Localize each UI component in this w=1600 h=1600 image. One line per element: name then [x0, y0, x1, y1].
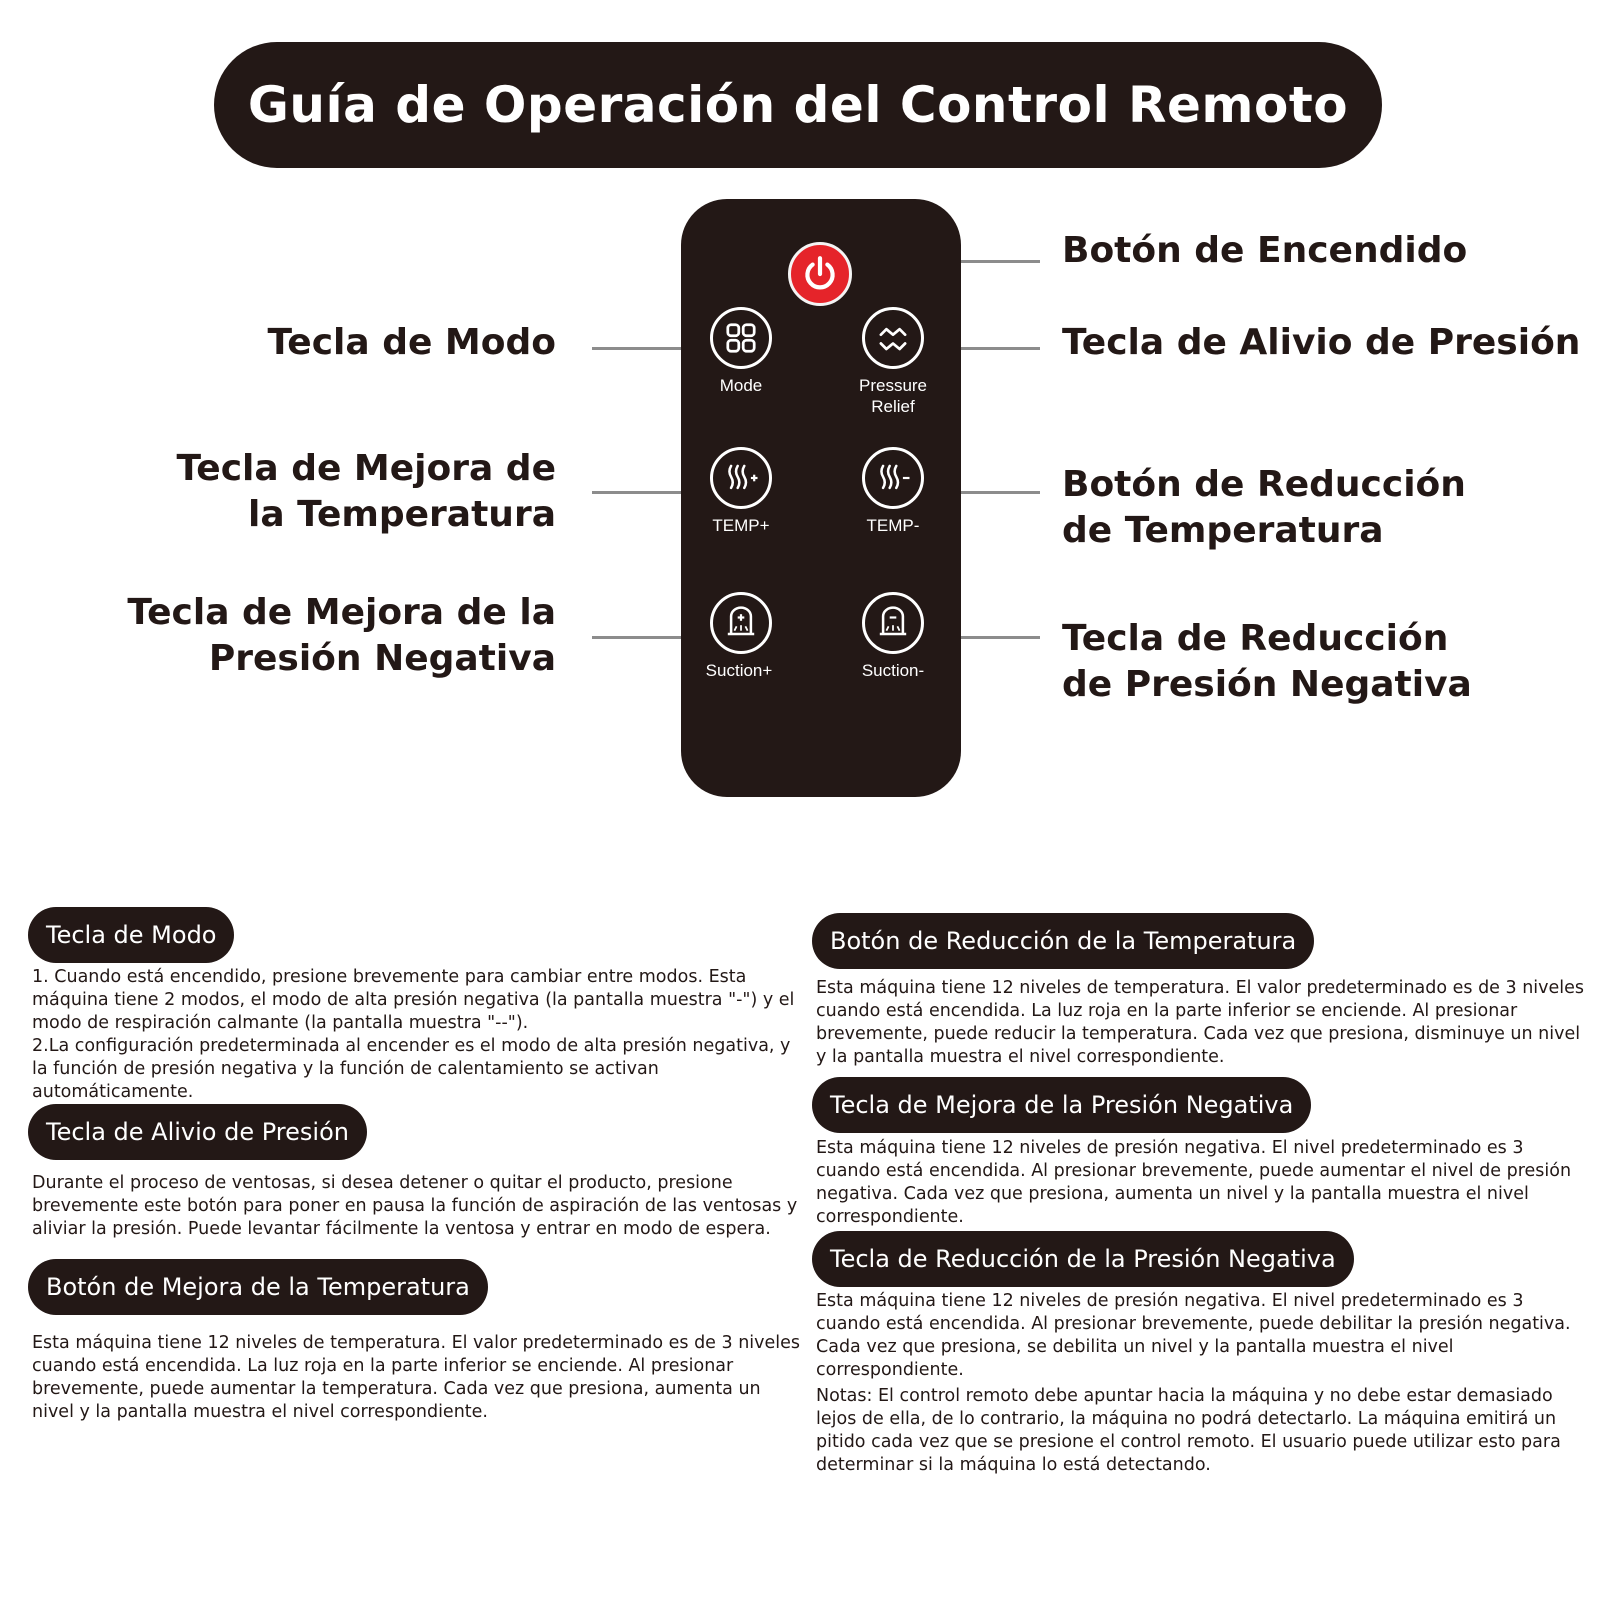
grid-icon — [719, 316, 763, 360]
section-body-suction-up: Esta máquina tiene 12 niveles de presión negativa. El nivel predeterminado es 3 cuando está encendida. Al presionar brevemente, puede aumentar el nivel de presión negativa. Cada vez que presiona, aumenta un nivel y la pantalla muestra el nivel correspondiente. — [816, 1138, 1572, 1227]
heat-minus-icon — [871, 456, 915, 500]
section-title-pressure-relief: Tecla de Alivio de Presión — [28, 1104, 367, 1160]
temp-down-label: TEMP- — [866, 516, 920, 535]
suction-up-label: Suction+ — [705, 661, 773, 680]
mode-button-label: Mode — [719, 376, 763, 395]
callout-suction-up — [40, 590, 556, 682]
section-body-mode-line1: 1. Cuando está encendido, presione brevemente para cambiar entre modos. Esta máquina tiene 2 modos, el modo de alta presión negativa (la pantalla muestra "-") y el modo de respiración calmante (la pantalla muestra "--"). — [32, 967, 795, 1033]
callout-temp-down-line2: de Temperatura — [1062, 510, 1384, 551]
section-body-pressure-relief: Durante el proceso de ventosas, si desea detener o quitar el producto, presione brevemente este botón para poner en pausa la función de aspiración de las ventosas y aliviar la presión. Puede levantar fácilmente la ventosa y entrar en modo de espera. — [32, 1173, 798, 1239]
callout-suction-down — [1062, 616, 1582, 708]
section-title-suction-up: Tecla de Mejora de la Presión Negativa — [812, 1077, 1311, 1133]
temp-up-label: TEMP+ — [712, 516, 770, 535]
section-body-mode-line2: 2.La configuración predeterminada al encender es el modo de alta presión negativa, y la función de presión negativa y la función de calentamiento se activan automáticamente. — [32, 1036, 791, 1102]
temp-down-button[interactable] — [862, 447, 924, 509]
callout-power: Botón de Encendido — [1062, 230, 1468, 271]
callout-suction-up-line2: Presión Negativa — [208, 638, 556, 679]
callout-temp-down — [1062, 462, 1582, 554]
section-title-temp-down: Botón de Reducción de la Temperatura — [812, 913, 1314, 969]
power-icon — [799, 253, 841, 295]
cup-minus-icon — [871, 601, 915, 645]
section-title-suction-down: Tecla de Reducción de la Presión Negativa — [812, 1231, 1354, 1287]
wave-icon — [871, 316, 915, 360]
pressure-relief-button[interactable] — [862, 307, 924, 369]
suction-down-button[interactable] — [862, 592, 924, 654]
section-body-mode — [32, 966, 802, 1104]
section-title-temp-up: Botón de Mejora de la Temperatura — [28, 1259, 488, 1315]
power-button[interactable] — [788, 242, 852, 306]
callout-temp-up-line1: Tecla de Mejora de — [176, 448, 556, 489]
mode-button[interactable] — [710, 307, 772, 369]
section-body-temp-up: Esta máquina tiene 12 niveles de temperatura. El valor predeterminado es de 3 niveles cuando está encendida. La luz roja en la parte inferior se enciende. Al presionar brevemente, puede aumentar la temperatura. Cada vez que presiona, aumenta un nivel y la pantalla muestra el nivel correspondiente. — [32, 1333, 801, 1422]
pressure-relief-label-line1: Pressure — [858, 376, 928, 395]
callout-temp-down-line1: Botón de Reducción — [1062, 464, 1466, 505]
callout-suction-up-line1: Tecla de Mejora de la — [127, 592, 556, 633]
suction-up-button[interactable] — [710, 592, 772, 654]
temp-up-button[interactable] — [710, 447, 772, 509]
section-notes: Notas: El control remoto debe apuntar hacia la máquina y no debe estar demasiado lejos de ella, de lo contrario, la máquina no podrá detectarlo. La máquina emitirá un pitido cada vez que se presione el control remoto. El usuario puede utilizar esto para determinar si la máquina lo está detectando. — [816, 1386, 1561, 1475]
cup-plus-icon — [719, 601, 763, 645]
section-body-suction-down: Esta máquina tiene 12 niveles de presión negativa. El nivel predeterminado es 3 cuando está encendida. Al presionar brevemente, puede debilitar la presión negativa. Cada vez que presiona, se debilita un nivel y la pantalla muestra el nivel correspondiente. — [816, 1291, 1571, 1380]
section-title-mode: Tecla de Modo — [28, 907, 234, 963]
callout-pressure-relief: Tecla de Alivio de Presión — [1062, 322, 1581, 363]
callout-suction-down-line1: Tecla de Reducción — [1062, 618, 1449, 659]
page-title: Guía de Operación del Control Remoto — [247, 76, 1349, 134]
callout-temp-up-line2: la Temperatura — [248, 494, 556, 535]
callout-suction-down-line2: de Presión Negativa — [1062, 664, 1472, 705]
callout-temp-up — [40, 446, 556, 538]
heat-plus-icon — [719, 456, 763, 500]
pressure-relief-label-line2: Relief — [871, 397, 915, 416]
page-title-banner — [214, 42, 1382, 168]
suction-down-label: Suction- — [861, 661, 925, 680]
section-body-temp-down: Esta máquina tiene 12 niveles de temperatura. El valor predeterminado es de 3 niveles cuando está encendida. La luz roja en la parte inferior se enciende. Al presionar brevemente, puede reducir la temperatura. Cada vez que presiona, disminuye un nivel y la pantalla muestra el nivel correspondiente. — [816, 978, 1585, 1067]
callout-mode: Tecla de Modo — [267, 322, 556, 363]
